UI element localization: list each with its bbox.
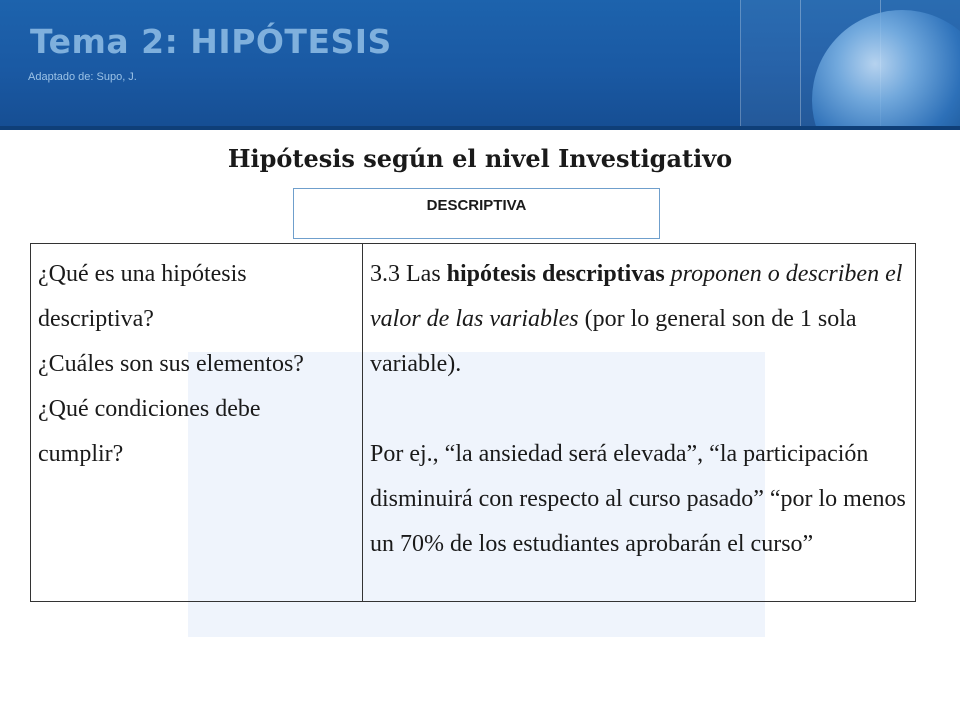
header-banner: [0, 0, 960, 128]
question-item: ¿Qué es una hipótesis descriptiva?: [38, 261, 247, 332]
questions-cell: [38, 252, 348, 477]
answer-bold-term: hipótesis descriptivas: [446, 261, 665, 287]
question-item: ¿Cuáles son sus elementos?: [38, 351, 304, 377]
table-divider: [362, 244, 363, 601]
banner-edge: [0, 126, 960, 130]
question-item: ¿Qué condiciones debe cumplir?: [38, 396, 261, 467]
slide-subtitle: Adaptado de: Supo, J.: [28, 71, 137, 83]
category-label: DESCRIPTIVA: [426, 197, 527, 214]
answer-italic-text: proponen o describen el valor de las variables: [370, 261, 903, 332]
section-heading: Hipótesis según el nivel Investigativo: [227, 144, 733, 173]
content-table: [30, 243, 916, 602]
banner-panel: [740, 0, 801, 128]
answer-example: Por ej., “la ansiedad será elevada”, “la participación disminuirá con respecto al curso pasado” “por lo menos un 70% de los estudiantes aprobarán el curso”: [370, 441, 906, 557]
slide-title: Tema 2: HIPÓTESIS: [30, 22, 392, 61]
answer-text: (por lo general son de 1 sola variable).: [370, 306, 857, 377]
answer-paragraph: [370, 252, 910, 387]
answer-cell: [370, 252, 910, 567]
answer-text: 3.3 Las: [370, 261, 447, 287]
paragraph-gap: [370, 387, 910, 432]
category-box: [293, 188, 660, 239]
